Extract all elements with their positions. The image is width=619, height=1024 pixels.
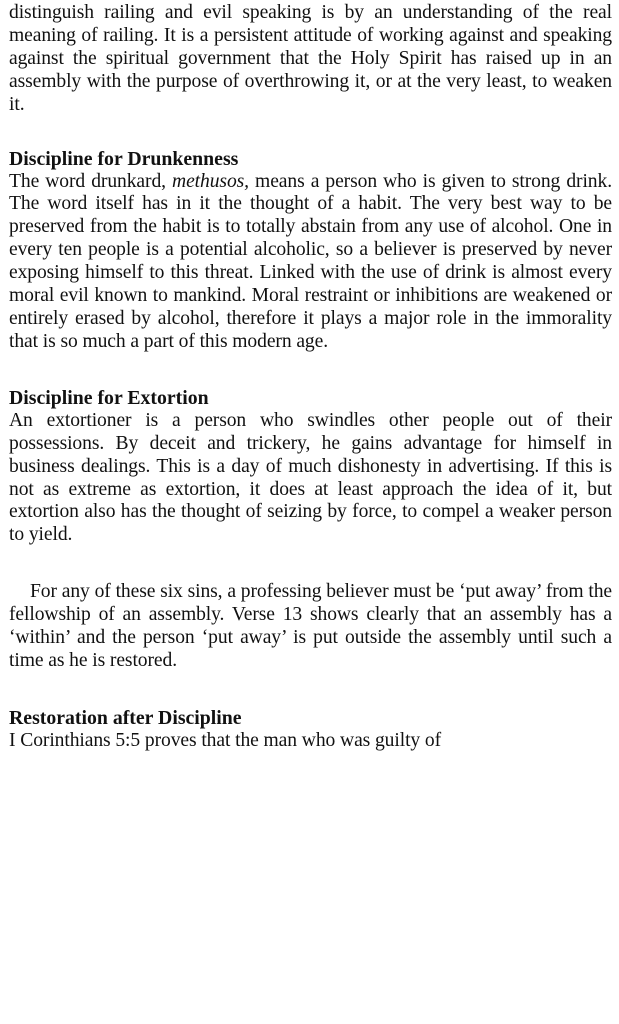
heading-restoration: Restoration after Discipline bbox=[9, 706, 242, 729]
heading-extortion: Discipline for Extortion bbox=[9, 386, 209, 409]
drunkenness-paragraph bbox=[9, 171, 612, 354]
paragraph-spacer bbox=[9, 673, 612, 707]
heading-drunkenness: Discipline for Drunkenness bbox=[9, 147, 239, 170]
document-page bbox=[9, 2, 612, 753]
intro-paragraph: distinguish railing and evil speaking is by an understanding of the real meaning of railing. It is a persistent attitude of working against and speaking against the spiritual government that the Holy Spirit has raised up in an assembly with the purpose of overthrowing it, or at the very least, to weaken it. bbox=[9, 2, 612, 115]
extortion-paragraph: An extortioner is a person who swindles other people out of their possessions. By deceit and trickery, he gains advantage for himself in business dealings. This is a day of much dishonesty in advertising. If this is not as extreme as extortion, it does at least approach the idea of it, but extortion also has the thought of seizing by force, to compel a weaker person to yield. bbox=[9, 409, 612, 546]
drunkenness-text-after: means a person who is given to strong drink. The word itself has in it the thought of a habit. The very best way to be preserved from the habit is to totally abstain from any use of alcohol. One in every ten people is a potential alcoholic, so a believer is preserved by never exposing himself to this threat. Linked with the use of drink is almost every moral evil known to mankind. Moral restraint or inhibitions are weakened or entirely erased by alcohol, therefore it plays a major role in the immorality that is so much a part of this modern age. bbox=[9, 170, 612, 352]
summary-paragraph: For any of these six sins, a professing believer must be ‘put away’ from the fellowship of an assembly. Verse 13 shows clearly that an assembly has a ‘within’ and the person ‘put away’ is put outside the assembly until such a time as he is restored. bbox=[9, 581, 612, 671]
paragraph-spacer bbox=[9, 354, 612, 387]
drunkenness-text-before: The word drunkard, bbox=[9, 170, 173, 192]
greek-term: methusos, bbox=[172, 170, 249, 192]
paragraph-spacer bbox=[9, 547, 612, 581]
paragraph-spacer bbox=[9, 117, 612, 148]
restoration-paragraph: I Corinthians 5:5 proves that the man who was guilty of bbox=[9, 729, 442, 751]
